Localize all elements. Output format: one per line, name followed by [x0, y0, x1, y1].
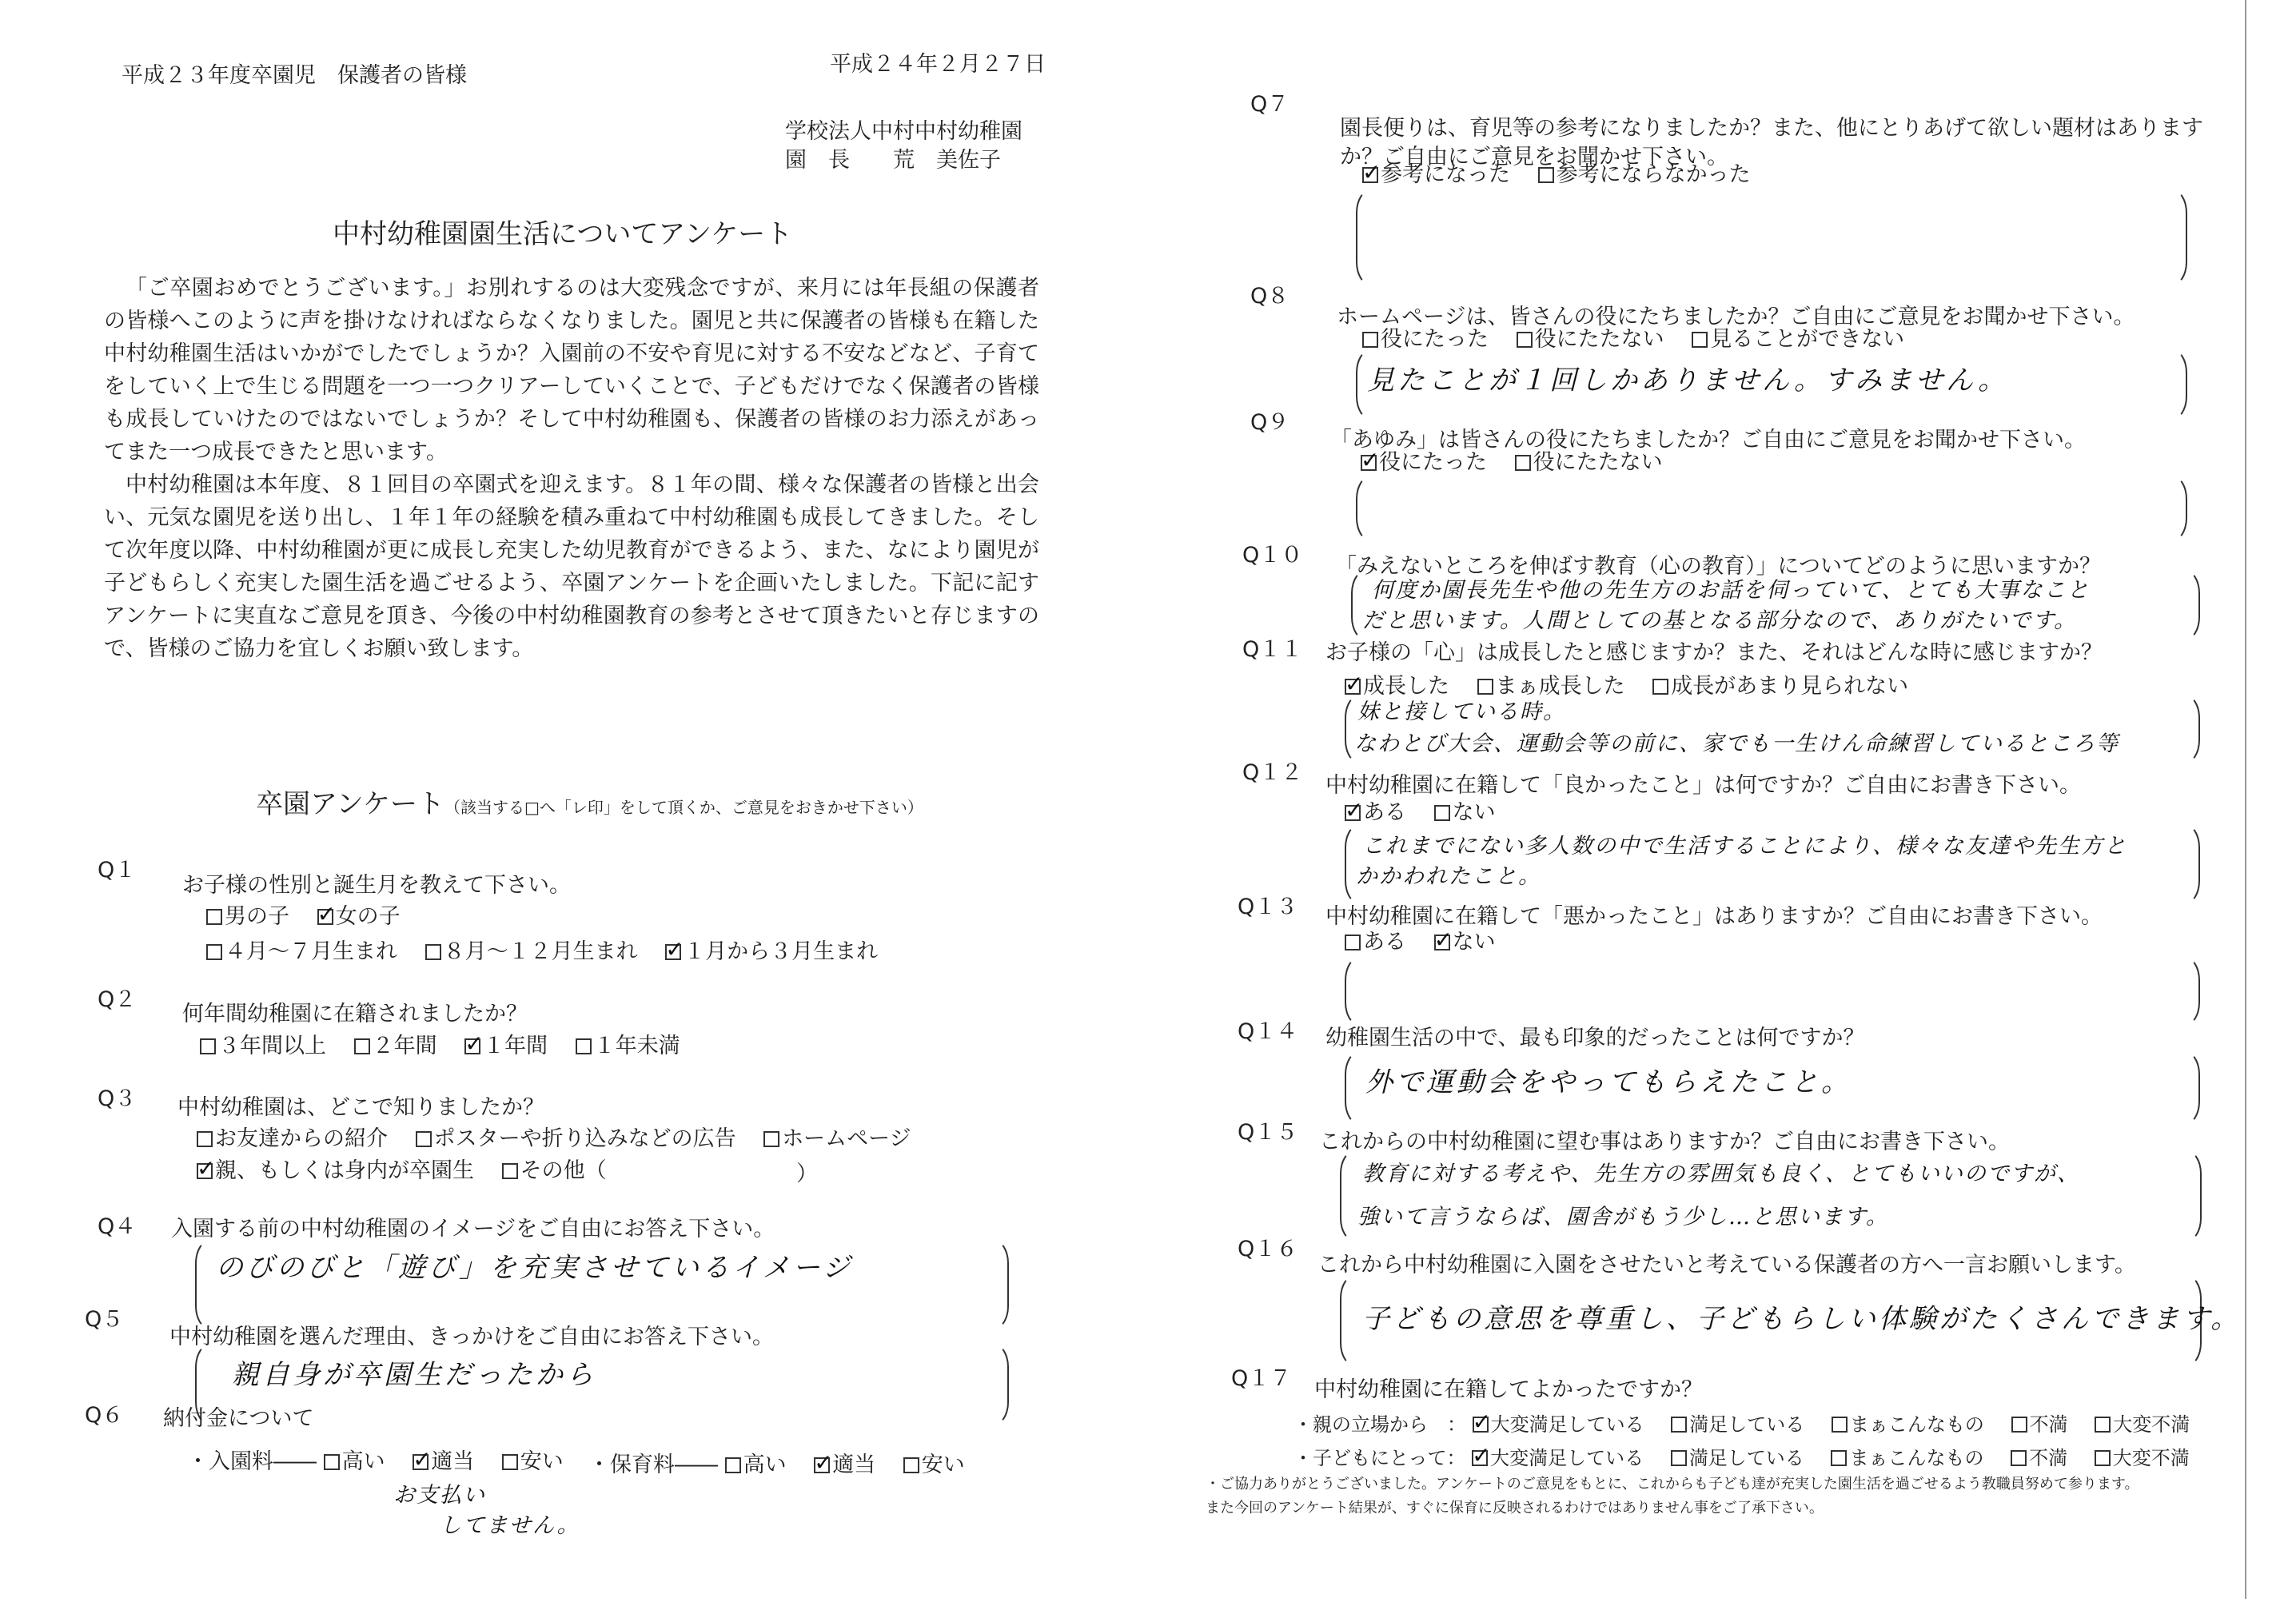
q17-child-so-so[interactable]: まぁこんなもの — [1831, 1447, 1983, 1469]
q1-question: お子様の性別と誕生月を教えて下さい。 — [182, 873, 571, 898]
q12-option-yes[interactable]: ✓ある — [1345, 800, 1406, 825]
q4-question: 入園する前の中村幼稚園のイメージをご自由にお答え下さい。 — [171, 1217, 775, 1241]
q12-question: 中村幼稚園に在籍して「良かったこと」は何ですか？ご自由にお書き下さい。 — [1325, 773, 2081, 798]
q11-option-somewhat-grown[interactable]: まぁ成長した — [1477, 674, 1625, 699]
q3-option-poster[interactable]: ポスターや折り込みなどの広告 — [416, 1126, 736, 1151]
checked-checkbox-icon[interactable] — [197, 1163, 213, 1179]
q11-question: お子様の「心」は成長したと感じますか？また、それはどんな時に感じますか？ — [1325, 640, 2103, 665]
q2-option-1year[interactable]: ✓ １年間 — [464, 1034, 548, 1058]
q17-child-row — [1293, 1442, 2210, 1470]
checked-checkbox-icon[interactable] — [1345, 805, 1361, 821]
q17-child-satisfied[interactable]: 満足している — [1671, 1447, 1804, 1469]
q7-number: Q７ — [1250, 92, 1290, 117]
checkbox-icon[interactable] — [1515, 455, 1531, 471]
q14-handwritten-answer: 外で運動会をやってもらえたこと。 — [1365, 1066, 1852, 1098]
q12-handwritten-line1: これまでにない多人数の中で生活することにより、様々な友達や先生方と — [1362, 834, 2127, 859]
checked-checkbox-icon[interactable] — [317, 909, 333, 925]
q5-question: 中村幼稚園を選んだ理由、きっかけをご自由にお答え下さい。 — [169, 1325, 774, 1349]
q1-month-options — [206, 934, 899, 965]
q13-option-yes[interactable]: ある — [1345, 930, 1406, 954]
checkbox-icon[interactable] — [197, 1131, 213, 1147]
q6-entry-high[interactable]: 高い — [324, 1449, 385, 1474]
q12-option-no[interactable]: ない — [1434, 800, 1496, 825]
principal-name: 園 長 荒 美佐子 — [785, 148, 1001, 173]
q17-number: Q１７ — [1231, 1366, 1292, 1391]
q7-options — [1362, 157, 1772, 188]
checkbox-icon[interactable] — [502, 1163, 518, 1179]
checkbox-icon[interactable] — [1434, 805, 1450, 821]
q17-parent-dissatisfied[interactable]: 不満 — [2011, 1413, 2068, 1436]
checkbox-icon[interactable] — [1832, 1417, 1848, 1433]
checkbox-icon[interactable] — [206, 944, 222, 960]
q9-option-not-useful[interactable]: 役にたたない — [1515, 450, 1663, 475]
intro-paragraph-2: 中村幼稚園は本年度、８１回目の卒園式を迎えます。８１年の間、様々な保護者の皆様と出会い、元気な園児を送り出し、１年１年の経験を積み重ねて中村幼稚園も成長してきました。そして次年度以降、中村幼稚園が更に成長し充実した幼児教育ができるよう、また、なにより園児が子どもらしく充実した園生活を過ごせるよう、卒園アンケートを企画いたしました。下記に記すアンケートに実直なご意見を頂き、今後の中村幼稚園教育の参考とさせて頂きたいと存じますので、皆様のご協力を宜しくお願い致します。 — [104, 472, 1039, 661]
q13-number: Q１３ — [1238, 895, 1298, 919]
checkbox-icon[interactable] — [1652, 679, 1668, 695]
q10-number: Q１０ — [1242, 543, 1303, 568]
q7-option-not-helpful[interactable]: 参考にならなかった — [1538, 162, 1751, 187]
q12-handwritten-line2: かかわれたこと。 — [1356, 864, 1541, 889]
q2-option-3years[interactable]: ３年間以上 — [200, 1034, 326, 1058]
page-title: 中村幼稚園園生活についてアンケート — [333, 218, 793, 250]
checkbox-icon[interactable] — [1477, 679, 1493, 695]
checkbox-icon[interactable] — [324, 1454, 340, 1470]
q10-handwritten-line2: だと思います。人間としての基となる部分なので、ありがたいです。 — [1362, 608, 2078, 633]
q10-question: 「みえないところを伸ばす教育（心の教育）」についてどのように思いますか？ — [1335, 554, 2101, 579]
checkbox-icon[interactable] — [1671, 1450, 1687, 1466]
q1-option-boy[interactable]: 男の子 — [206, 904, 289, 929]
q12-options — [1345, 795, 1517, 826]
q11-option-not-much-growth[interactable]: 成長があまり見られない — [1652, 674, 1908, 699]
checkbox-icon[interactable] — [1671, 1417, 1687, 1433]
checkbox-icon[interactable] — [2011, 1417, 2027, 1433]
checkbox-icon[interactable] — [425, 944, 441, 960]
q2-question: 何年間幼稚園に在籍されましたか？ — [182, 1002, 528, 1026]
q13-option-no[interactable]: ✓ ない — [1434, 930, 1496, 954]
q7-question-line1: 園長便りは、育児等の参考になりましたか？また、他にとりあげて欲しい題材はあります — [1340, 116, 2203, 141]
checked-checkbox-icon[interactable] — [1345, 679, 1361, 695]
q6-care-cheap[interactable]: 安い — [903, 1453, 965, 1477]
q9-option-useful[interactable]: ✓役にたった — [1361, 450, 1487, 475]
q17-parent-very-dissatisfied[interactable]: 大変不満 — [2095, 1413, 2190, 1436]
footer-line1: ・ご協力ありがとうございました。アンケートのご意見をもとに、これからも子ども達が充実した園生活を過ごせるよう教職員努めて参ります。 — [1206, 1476, 2139, 1492]
q6-entry-fair[interactable]: ✓ 適当 — [413, 1449, 474, 1474]
q17-child-very-satisfied[interactable]: ✓ 大変満足している — [1472, 1447, 1644, 1469]
checkbox-icon[interactable] — [576, 1038, 592, 1054]
q3-options-row1 — [197, 1121, 932, 1152]
q4-number: Q４ — [98, 1214, 137, 1239]
q8-number: Q８ — [1250, 284, 1290, 309]
intro-paragraph-1: 「ご卒園おめでとうございます。」お別れするのは大変残念ですが、来月には年長組の保護者の皆様へこのように声を掛けなければならなくなりました。園児と共に保護者の皆様も在籍した中村幼稚園生活はいかがでしたでしょうか？入園前の不安や育児に対する不安などなど、子育てをしていく上で生じる問題を一つ一つクリアーしていくことで、子どもだけでなく保護者の皆様も成長していけたのではないでしょうか？そして中村幼稚園も、保護者の皆様のお力添えがあってまた一つ成長できたと思います。 — [104, 276, 1039, 464]
q9-options — [1361, 444, 1684, 476]
checked-checkbox-icon[interactable] — [1434, 935, 1450, 950]
checked-checkbox-icon[interactable] — [1472, 1450, 1488, 1466]
q1-gender-options — [206, 899, 421, 930]
school-name: 学校法人中村中村幼稚園 — [785, 119, 1022, 144]
q3-number: Q３ — [98, 1086, 137, 1111]
q16-number: Q１６ — [1238, 1237, 1298, 1261]
q6-care-high[interactable]: 高い — [725, 1453, 787, 1477]
q3-options-row2 — [197, 1153, 628, 1184]
q17-child-label: ・子どもにとって： — [1293, 1447, 1466, 1469]
checkbox-icon[interactable] — [416, 1131, 432, 1147]
q8-option-useful[interactable]: 役にたった — [1362, 327, 1489, 352]
q6-entry-fee-options — [187, 1444, 584, 1475]
checked-checkbox-icon[interactable] — [814, 1457, 830, 1473]
q6-question: 納付金について — [163, 1406, 314, 1431]
q13-answer-box[interactable] — [1345, 956, 2200, 1026]
q17-child-dissatisfied[interactable]: 不満 — [2011, 1447, 2067, 1469]
q15-number: Q１５ — [1238, 1120, 1298, 1145]
document-date: 平成２４年２月２７日 — [830, 52, 1046, 77]
checked-checkbox-icon[interactable] — [1361, 455, 1377, 471]
checkbox-icon[interactable] — [1538, 167, 1554, 183]
right-page — [1148, 0, 2296, 1618]
q3-option-other[interactable]: その他（ — [502, 1158, 607, 1183]
q5-number: Q５ — [85, 1307, 124, 1332]
checkbox-icon[interactable] — [2095, 1450, 2111, 1466]
q7-answer-box[interactable] — [1356, 189, 2187, 286]
q3-option-homepage[interactable]: ホームページ — [763, 1126, 911, 1151]
q6-number: Q６ — [85, 1403, 124, 1428]
q4-handwritten-answer: のびのびと「遊び」を充実させているイメージ — [216, 1252, 853, 1284]
checkbox-icon[interactable] — [502, 1454, 518, 1470]
checked-checkbox-icon[interactable] — [1473, 1417, 1489, 1433]
q6-handwritten-note-2: してません。 — [440, 1513, 580, 1538]
checkbox-icon[interactable] — [206, 909, 222, 925]
q1-option-aug-dec[interactable]: ８月～１２月生まれ — [425, 939, 638, 964]
q1-number: Q１ — [98, 858, 137, 883]
checkbox-icon[interactable] — [1692, 332, 1708, 348]
q12-number: Q１２ — [1242, 760, 1303, 785]
q3-option-alumni[interactable]: ✓親、もしくは身内が卒園生 — [197, 1158, 474, 1183]
q2-option-2years[interactable]: ２年間 — [354, 1034, 437, 1058]
q14-question: 幼稚園生活の中で、最も印象的だったことは何ですか？ — [1325, 1026, 1865, 1050]
q9-number: Q９ — [1250, 410, 1290, 435]
scan-edge-line — [2245, 0, 2246, 1599]
q10-handwritten-line1: 何度か園長先生や他の先生方のお話を伺っていて、とても大事なこと — [1372, 578, 2091, 603]
q3-option-friend[interactable]: お友達からの紹介 — [197, 1126, 388, 1151]
q6-care-fair[interactable]: ✓ 適当 — [814, 1453, 875, 1477]
survey-instruction: （該当する□へ「レ印」をして頂くか、ご意見をおきかせ下さい） — [444, 798, 923, 817]
checkbox-icon[interactable] — [903, 1457, 919, 1473]
q15-question: これからの中村幼稚園に望む事はありますか？ご自由にお書き下さい。 — [1319, 1130, 2010, 1154]
q7-question-line2: か？ご自由にご意見をお聞かせ下さい。 — [1340, 145, 1728, 169]
q6-entry-fee-label: ・入園料―― — [187, 1449, 317, 1474]
q16-handwritten-answer: 子どもの意思を尊重し、子どもらしい体験がたくさんできます。 — [1362, 1303, 2242, 1335]
q6-handwritten-note-1: お支払い — [393, 1483, 486, 1508]
q6-entry-cheap[interactable]: 安い — [502, 1449, 564, 1474]
q17-parent-very-satisfied[interactable]: ✓ 大変満足している — [1473, 1413, 1644, 1436]
q9-question: 「あゆみ」は皆さんの役にたちましたか？ご自由にご意見をお聞かせ下さい。 — [1330, 428, 2086, 452]
q16-question: これから中村幼稚園に入園をさせたいと考えている保護者の方へ一言お願いします。 — [1317, 1253, 2136, 1277]
q15-handwritten-line1: 教育に対する考えや、先生方の雰囲気も良く、とてもいいのですが、 — [1362, 1162, 2080, 1186]
checked-checkbox-icon[interactable] — [464, 1038, 480, 1054]
header-recipients: 平成２３年度卒園児 保護者の皆様 — [122, 63, 467, 88]
survey-title: 卒園アンケート（該当する□へ「レ印」をして頂くか、ご意見をおきかせ下さい） — [256, 788, 923, 820]
q2-number: Q２ — [98, 987, 137, 1012]
checked-checkbox-icon[interactable] — [1362, 167, 1378, 183]
q17-question: 中村幼稚園に在籍してよかったですか？ — [1314, 1377, 1703, 1402]
q17-parent-satisfied[interactable]: 満足している — [1671, 1413, 1804, 1436]
q1-option-jan-mar[interactable]: ✓ １月から３月生まれ — [665, 939, 878, 964]
q11-number: Q１１ — [1242, 637, 1303, 662]
checkbox-icon[interactable] — [763, 1131, 779, 1147]
checkbox-icon[interactable] — [1345, 935, 1361, 950]
q1-option-apr-jul[interactable]: ４月～７月生まれ — [206, 939, 397, 964]
left-page — [0, 0, 1143, 1618]
q17-parent-label: ・親の立場から ： — [1293, 1413, 1466, 1436]
q8-option-not-useful[interactable]: 役にたたない — [1517, 327, 1664, 352]
q6-care-fee-label: ・保育料―― — [588, 1453, 718, 1477]
q2-option-under-1year[interactable]: １年未満 — [576, 1034, 680, 1058]
checked-checkbox-icon[interactable] — [665, 944, 681, 960]
footer-line2: また今回のアンケート結果が、すぐに保育に反映されるわけではありません事をご了承下さい。 — [1206, 1500, 1824, 1516]
q8-option-cannot-view[interactable]: 見ることができない — [1692, 327, 1904, 352]
q3-other-close: ） — [796, 1162, 818, 1186]
q5-handwritten-answer: 親自身が卒園生だったから — [232, 1359, 596, 1391]
q1-option-girl[interactable]: ✓ 女の子 — [317, 904, 401, 929]
checkbox-icon[interactable] — [354, 1038, 370, 1054]
q11-handwritten-line2: なわとび大会、運動会等の前に、家でも一生けん命練習しているところ等 — [1354, 731, 2119, 756]
q17-parent-row — [1293, 1409, 2210, 1437]
checkbox-icon[interactable] — [1362, 332, 1378, 348]
checkbox-icon[interactable] — [2095, 1417, 2111, 1433]
checkbox-icon[interactable] — [1517, 332, 1533, 348]
checkbox-icon[interactable] — [1831, 1450, 1847, 1466]
q14-number: Q１４ — [1238, 1019, 1298, 1044]
checkbox-icon[interactable] — [200, 1038, 216, 1054]
q2-options — [200, 1028, 701, 1059]
q7-option-helpful[interactable]: ✓参考になった — [1362, 162, 1510, 187]
q13-question: 中村幼稚園に在籍して「悪かったこと」はありますか？ご自由にお書き下さい。 — [1325, 904, 2103, 929]
q8-handwritten-answer: 見たことが１回しかありません。すみません。 — [1367, 365, 2009, 397]
q15-handwritten-line2: 強いて言うならば、園舎がもう少し…と思います。 — [1357, 1205, 1889, 1229]
q17-parent-so-so[interactable]: まぁこんなもの — [1832, 1413, 1984, 1436]
q6-care-fee-options — [588, 1447, 986, 1478]
q8-question: ホームページは、皆さんの役にたちましたか？ご自由にご意見をお聞かせ下さい。 — [1337, 305, 2135, 329]
q13-options — [1345, 924, 1517, 955]
q9-answer-box[interactable] — [1356, 475, 2187, 542]
q17-child-very-dissatisfied[interactable]: 大変不満 — [2095, 1447, 2190, 1469]
intro-text — [104, 272, 1039, 665]
checkbox-icon[interactable] — [2011, 1450, 2027, 1466]
checked-checkbox-icon[interactable] — [413, 1454, 429, 1470]
q3-question: 中村幼稚園は、どこで知りましたか？ — [177, 1095, 544, 1120]
checkbox-icon[interactable] — [725, 1457, 741, 1473]
q11-handwritten-line1: 妹と接している時。 — [1357, 699, 1566, 724]
q11-option-grown[interactable]: ✓成長した — [1345, 674, 1449, 699]
